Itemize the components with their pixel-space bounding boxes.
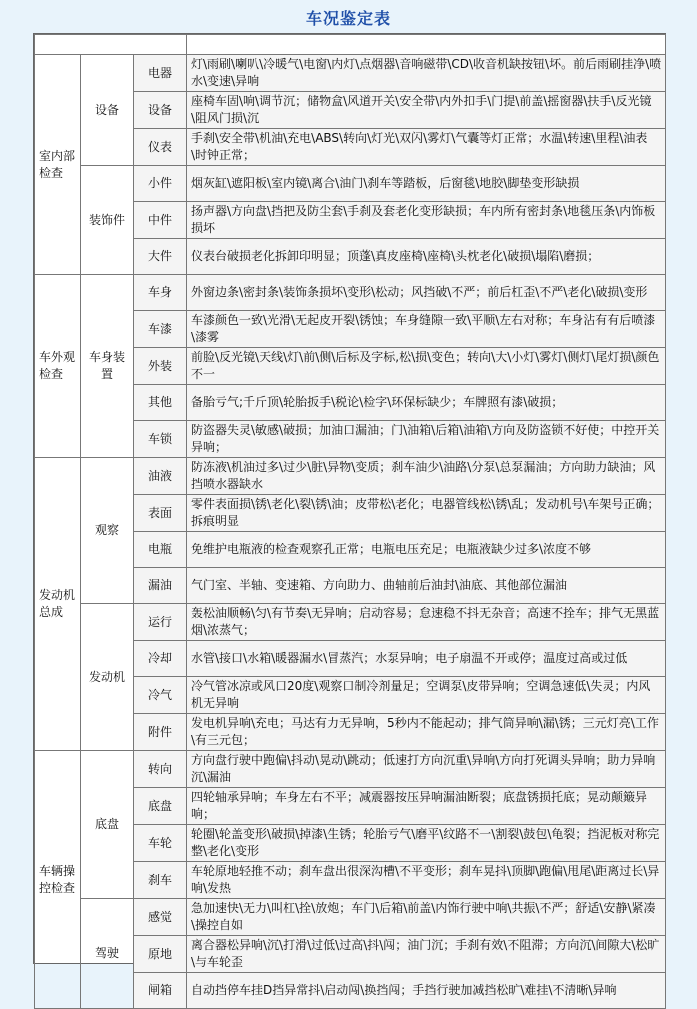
item-name: 中件 xyxy=(134,202,187,239)
item-description: 水管\接口\水箱\暖器漏水\冒蒸汽；水泵异响；电子扇温不开或停；温度过高或过低 xyxy=(187,641,666,677)
item-description: 轮圈\轮盖变形\破损\掉漆\生锈；轮胎亏气\磨平\纹路不一\割裂\鼓包\龟裂；挡泥板对称完整\老化\变形 xyxy=(187,825,666,862)
inspection-table xyxy=(34,34,666,1009)
item-name: 车身 xyxy=(134,275,187,311)
page-title: 车况鉴定表 xyxy=(305,9,391,28)
table-row xyxy=(35,55,666,92)
group-name: 底盘 xyxy=(81,751,134,899)
item-name: 油液 xyxy=(134,458,187,495)
header-cell-right xyxy=(187,35,666,55)
item-description: 离合器松异响\沉\打滑\过低\过高\抖\闯；油门沉；手刹有效\不阻滞；方向沉\间隙大\松旷\与车轮歪 xyxy=(187,936,666,973)
group-name: 观察 xyxy=(81,458,134,604)
item-description: 车轮原地轻推不动；刹车盘出很深沟槽\不平变形；刹车晃抖\顶脚\跑偏\甩尾\距离过长\异响\发热 xyxy=(187,862,666,899)
item-description: 急加速快\无力\叫杠\拴\放炮；车门\后箱\前盖\内饰行驶中响\共振\不严；舒适\安静\紧凑\操控自如 xyxy=(187,899,666,936)
item-name: 表面 xyxy=(134,495,187,532)
section-name: 车辆操控检查 xyxy=(35,751,81,1009)
item-description: 冷气管冰凉或风口20度\观察口制冷剂量足；空调泵\皮带异响；空调急速低\失灵；内风机无异响 xyxy=(187,677,666,714)
item-name: 车漆 xyxy=(134,311,187,348)
group-name: 驾驶 xyxy=(81,899,134,1009)
item-description: 免维护电瓶液的检查观察孔正常；电瓶电压充足；电瓶液缺少过多\浓度不够 xyxy=(187,532,666,568)
item-description: 气门室、半轴、变速箱、方向助力、曲轴前后油封\油底、其他部位漏油 xyxy=(187,568,666,604)
item-name: 仪表 xyxy=(134,129,187,166)
item-name: 电器 xyxy=(134,55,187,92)
group-name: 发动机 xyxy=(81,604,134,751)
item-name: 小件 xyxy=(134,166,187,202)
header-row xyxy=(35,35,666,55)
item-name: 附件 xyxy=(134,714,187,751)
item-name: 原地 xyxy=(134,936,187,973)
item-name: 闸箱 xyxy=(134,973,187,1009)
item-name: 转向 xyxy=(134,751,187,788)
table-row xyxy=(35,899,666,936)
item-name: 底盘 xyxy=(134,788,187,825)
item-name: 设备 xyxy=(134,92,187,129)
item-name: 刹车 xyxy=(134,862,187,899)
item-description: 仪表台破损老化拆卸印明显；顶蓬\真皮座椅\座椅\头枕老化\破损\塌陷\磨损； xyxy=(187,239,666,275)
item-description: 座椅车固\响\调节沉；储物盒\风道开关\安全带\内外扣手\门提\前盖\摇窗器\扶手\反光镜\阻风门损\沉 xyxy=(187,92,666,129)
item-description: 外窗边条\密封条\装饰条损坏\变形\松动；风挡破\不严；前后杠歪\不严\老化\破损\变形 xyxy=(187,275,666,311)
group-name: 装饰件 xyxy=(81,166,134,275)
item-name: 运行 xyxy=(134,604,187,641)
item-name: 大件 xyxy=(134,239,187,275)
table-row xyxy=(35,458,666,495)
item-description: 车漆颜色一致\光滑\无起皮开裂\锈蚀；车身缝隙一致\平顺\左右对称；车身沾有有后喷漆\漆雾 xyxy=(187,311,666,348)
group-name: 设备 xyxy=(81,55,134,166)
item-name: 电瓶 xyxy=(134,532,187,568)
group-name: 车身装置 xyxy=(81,275,134,458)
item-description: 防冻液\机油过多\过少\脏\异物\变质；刹车油少\油路\分泵\总泵漏油；方向助力缺油；风挡喷水器缺水 xyxy=(187,458,666,495)
header-cell-left xyxy=(35,35,187,55)
item-description: 四轮轴承异响；车身左右不平；减震器按压异响漏油断裂；底盘锈损托底；晃动颠簸异响； xyxy=(187,788,666,825)
item-name: 车锁 xyxy=(134,421,187,458)
inspection-sheet xyxy=(33,33,666,997)
item-description: 手刹\安全带\机油\充电\ABS\转向\灯光\双闪\雾灯\气囊等灯正常；水温\转速\里程\油表\时钟正常； xyxy=(187,129,666,166)
item-name: 其他 xyxy=(134,385,187,421)
item-description: 自动挡停车挂D挡异常抖\启动闯\换挡闯；手挡行驶加减挡松旷\难挂\不清晰\异响 xyxy=(187,973,666,1009)
item-description: 备胎亏气;千斤顶\轮胎扳手\税论\检字\环保标缺少；车牌照有漆\破损； xyxy=(187,385,666,421)
item-name: 外装 xyxy=(134,348,187,385)
table-row xyxy=(35,751,666,788)
item-name: 冷气 xyxy=(134,677,187,714)
section-name: 室内部检查 xyxy=(35,55,81,275)
item-description: 发电机异响\充电；马达有力无异响，5秒内不能起动；排气筒异响\漏\锈；三元灯亮\工作\有三元包； xyxy=(187,714,666,751)
item-name: 冷却 xyxy=(134,641,187,677)
item-name: 感觉 xyxy=(134,899,187,936)
item-description: 零件表面损\锈\老化\裂\锈\油；皮带松\老化；电器管线松\锈\乱；发动机号\车架号正确；拆痕明显 xyxy=(187,495,666,532)
table-row xyxy=(35,275,666,311)
item-description: 灯\雨刷\喇叭\冷暖气\电窗\内灯\点烟器\音响磁带\CD\收音机缺按钮\坏。前后雨刷挂净\喷水\变速\异响 xyxy=(187,55,666,92)
item-description: 前脸\反光镜\天线\灯\前\侧\后标及字标,松\损\变色；转向\大\小灯\雾灯\侧灯\尾灯损\颜色不一 xyxy=(187,348,666,385)
item-name: 车轮 xyxy=(134,825,187,862)
item-description: 扬声器\方向盘\挡把及防尘套\手刹及套老化变形缺损；车内所有密封条\地毯压条\内饰板损坏 xyxy=(187,202,666,239)
table-row xyxy=(35,604,666,641)
item-description: 方向盘行驶中跑偏\抖动\晃动\跳动；低速打方向沉重\异响\方向打死调头异响；助力异响沉\漏油 xyxy=(187,751,666,788)
item-name: 漏油 xyxy=(134,568,187,604)
item-description: 烟灰缸\遮阳板\室内镜\离合\油门\刹车等踏板，后窗毯\地胶\脚垫变形缺损 xyxy=(187,166,666,202)
table-row xyxy=(35,166,666,202)
item-description: 防盗器失灵\敏感\破损；加油口漏油；门\油箱\后箱\油箱\方向及防盗锁不好使；中控开关异响； xyxy=(187,421,666,458)
section-name: 车外观检查 xyxy=(35,275,81,458)
item-description: 轰松油顺畅\匀\有节奏\无异响；启动容易；怠速稳不抖无杂音；高速不拴车；排气无黑蓝烟\浓蒸气； xyxy=(187,604,666,641)
section-name: 发动机总成 xyxy=(35,458,81,751)
